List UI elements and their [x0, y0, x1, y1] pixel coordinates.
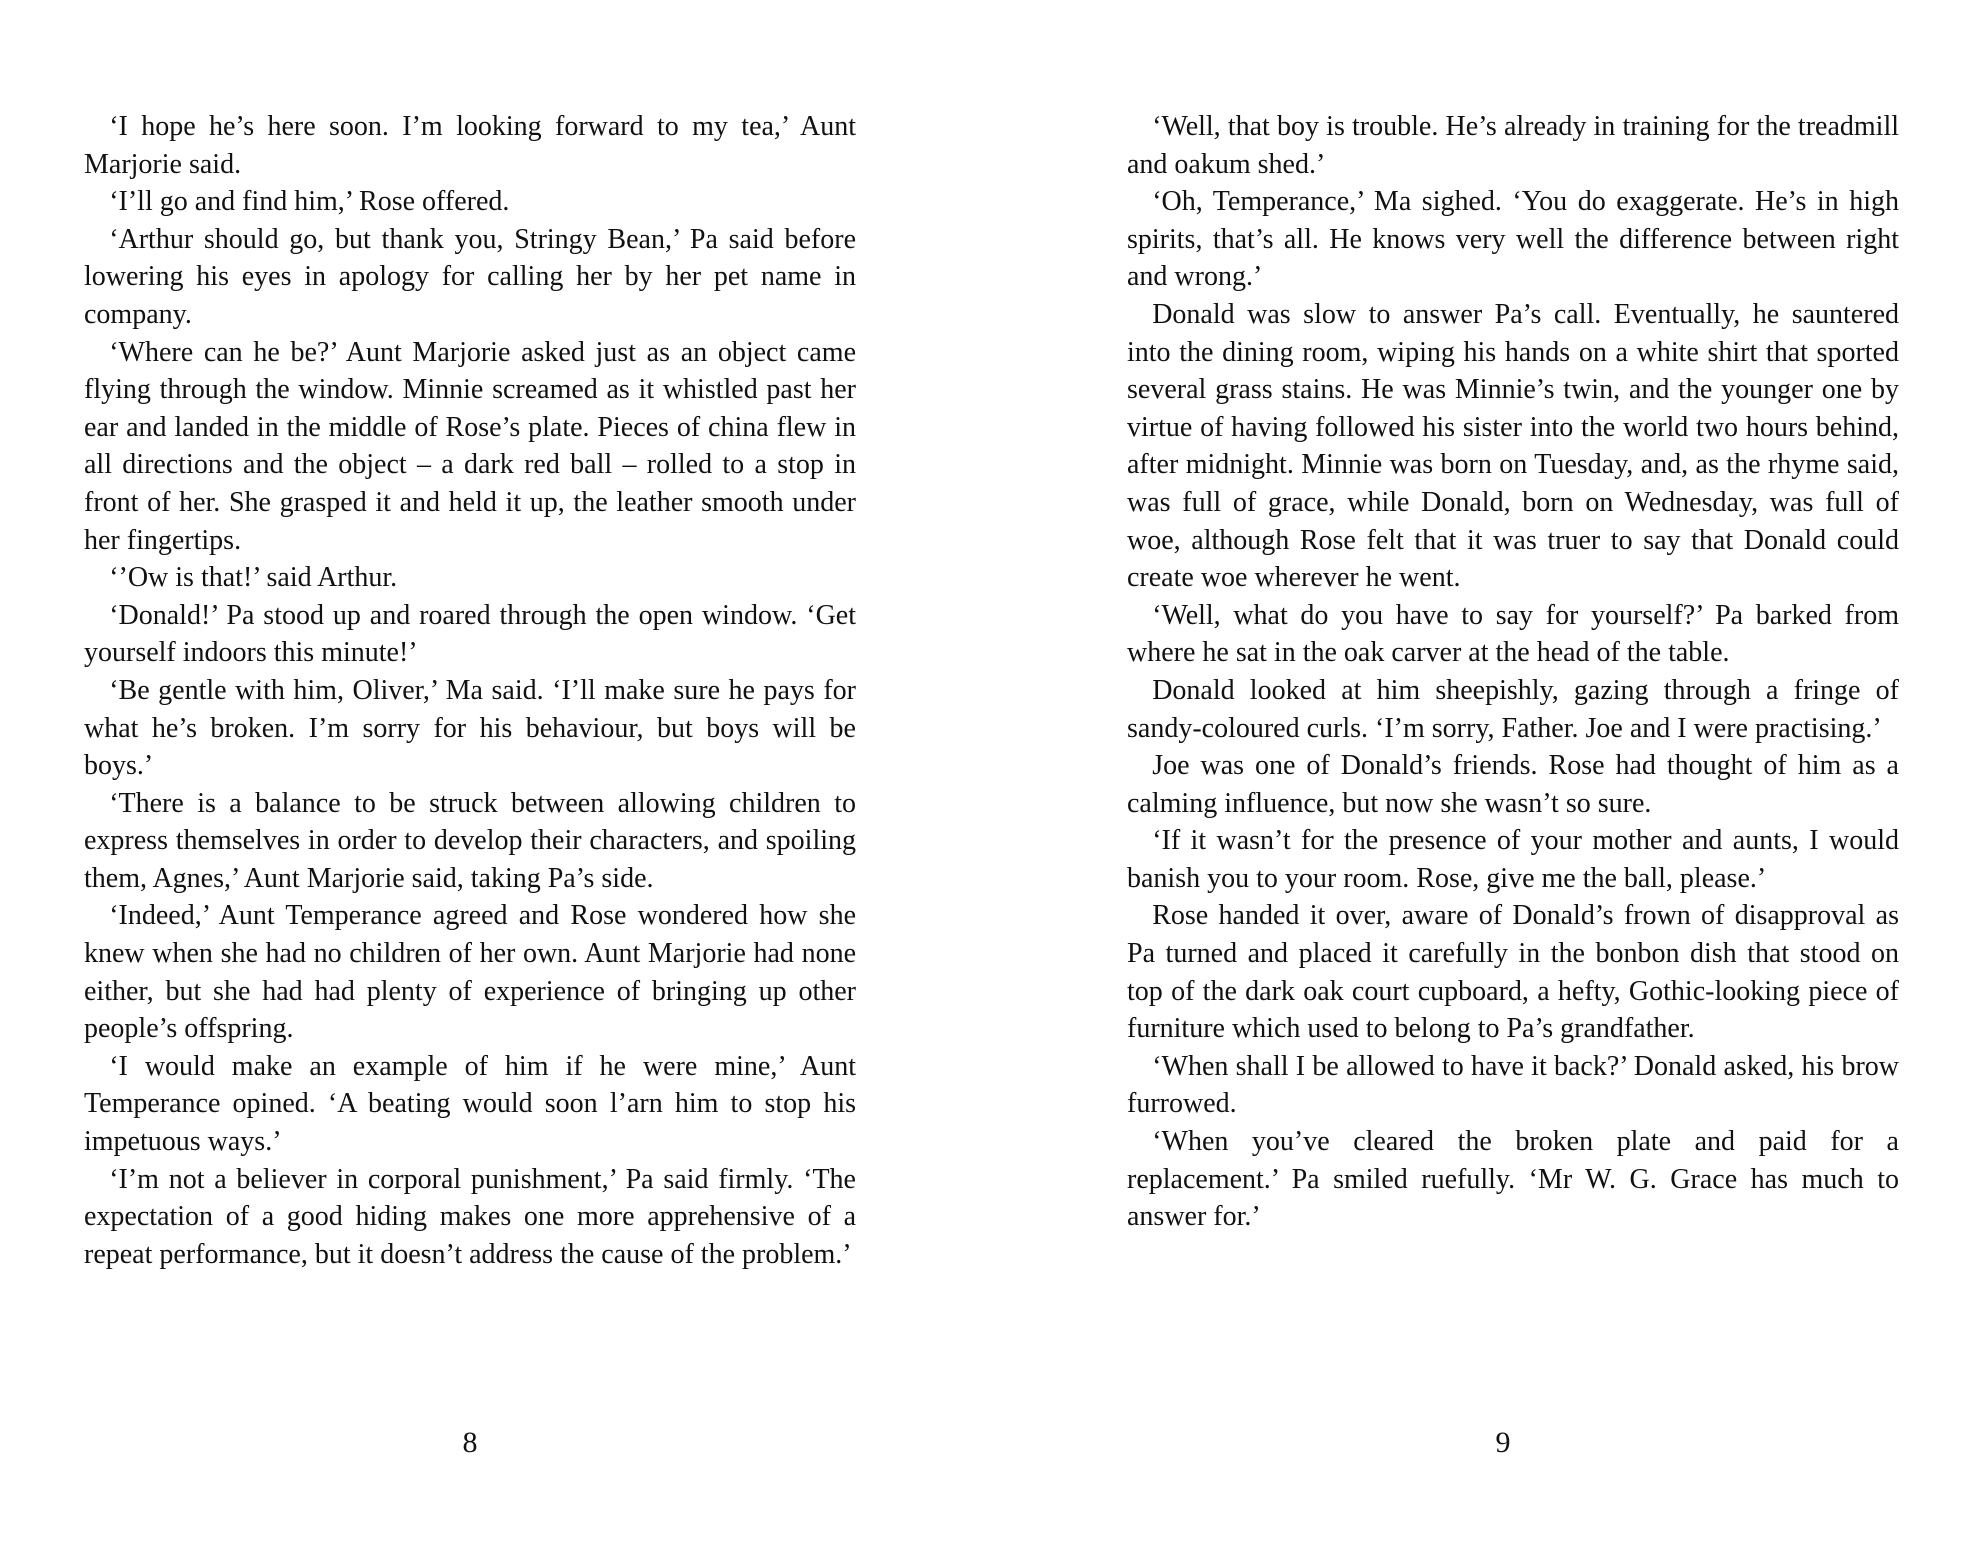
paragraph: ‘I would make an example of him if he were mine,’ Aunt Temperance opined. ‘A beating would soon l’arn him to stop his impetuous ways.’ [84, 1050, 856, 1158]
paragraph: Rose handed it over, aware of Donald’s frown of disapproval as Pa turned and placed it carefully in the bonbon dish that stood on top of the dark oak court cupboard, a hefty, Gothic-looking piece of furniture which used to belong to Pa’s grandfather. [1127, 900, 1899, 1045]
left-page-text [84, 108, 856, 1273]
paragraph: ‘Where can he be?’ Aunt Marjorie asked just as an object came flying through the window. Minnie screamed as it whistled past her ear and landed in the middle of Rose’s plate. Pieces of china flew in all directions and the object – a dark red ball – rolled to a stop in front of her. She grasped it and held it up, the leather smooth under her fingertips. [84, 336, 856, 556]
paragraph: ‘Arthur should go, but thank you, Stringy Bean,’ Pa said before lowering his eyes in apology for calling her by her pet name in company. [84, 223, 856, 330]
paragraph: Donald looked at him sheepishly, gazing through a fringe of sandy-coloured curls. ‘I’m sorry, Father. Joe and I were practising.’ [1127, 674, 1899, 744]
page-number: 9 [1495, 1426, 1511, 1459]
paragraph: ‘If it wasn’t for the presence of your mother and aunts, I would banish you to your room. Rose, give me the ball, please.’ [1127, 825, 1899, 894]
paragraph: ‘I hope he’s here soon. I’m looking forward to my tea,’ Aunt Marjorie said. [84, 111, 856, 180]
paragraph: ‘’Ow is that!’ said Arthur. [109, 562, 398, 594]
paragraph: Joe was one of Donald’s friends. Rose had thought of him as a calming influence, but now she wasn’t so sure. [1127, 750, 1899, 819]
paragraph: ‘I’ll go and find him,’ Rose offered. [109, 186, 510, 218]
paragraph: ‘There is a balance to be struck between allowing children to express themselves in order to develop their characters, and spoiling them, Agnes,’ Aunt Marjorie said, taking Pa’s side. [84, 787, 856, 894]
paragraph: ‘Well, what do you have to say for yourself?’ Pa barked from where he sat in the oak carver at the head of the table. [1127, 599, 1899, 669]
paragraph: ‘Indeed,’ Aunt Temperance agreed and Rose wondered how she knew when she had no children of her own. Aunt Marjorie had none either, but she had had plenty of experience of bringing up other people’s offspring. [84, 900, 856, 1045]
paragraph: ‘When shall I be allowed to have it back?’ Donald asked, his brow furrowed. [1127, 1050, 1899, 1120]
paragraph: Donald was slow to answer Pa’s call. Eventually, he sauntered into the dining room, wiping his hands on a white shirt that sported several grass stains. He was Minnie’s twin, and the younger one by virtue of having followed his sister into the world two hours behind, after midnight. Minnie was born on Tuesday, and, as the rhyme said, was full of grace, while Donald, born on Wednesday, was full of woe, although Rose felt that it was truer to say that Donald could create woe wherever he went. [1127, 298, 1899, 594]
paragraph: ‘When you’ve cleared the broken plate and paid for a replacement.’ Pa smiled ruefully. ‘Mr W. G. Grace has much to answer for.’ [1127, 1126, 1899, 1233]
paragraph: ‘Well, that boy is trouble. He’s already in training for the treadmill and oakum shed.’ [1127, 111, 1899, 180]
page-number: 8 [462, 1426, 478, 1459]
right-page-text [1127, 108, 1899, 1236]
paragraph: ‘Oh, Temperance,’ Ma sighed. ‘You do exaggerate. He’s in high spirits, that’s all. He knows very well the difference between right and wrong.’ [1127, 186, 1899, 293]
paragraph: ‘Donald!’ Pa stood up and roared through the open window. ‘Get yourself indoors this minute!’ [84, 599, 856, 669]
right-page [987, 0, 1974, 1543]
paragraph: ‘I’m not a believer in corporal punishment,’ Pa said firmly. ‘The expectation of a good hiding makes one more apprehensive of a repeat performance, but it doesn’t address the cause of the problem.’ [84, 1163, 856, 1270]
paragraph: ‘Be gentle with him, Oliver,’ Ma said. ‘I’ll make sure he pays for what he’s broken. I’m sorry for his behaviour, but boys will be boys.’ [84, 674, 856, 782]
